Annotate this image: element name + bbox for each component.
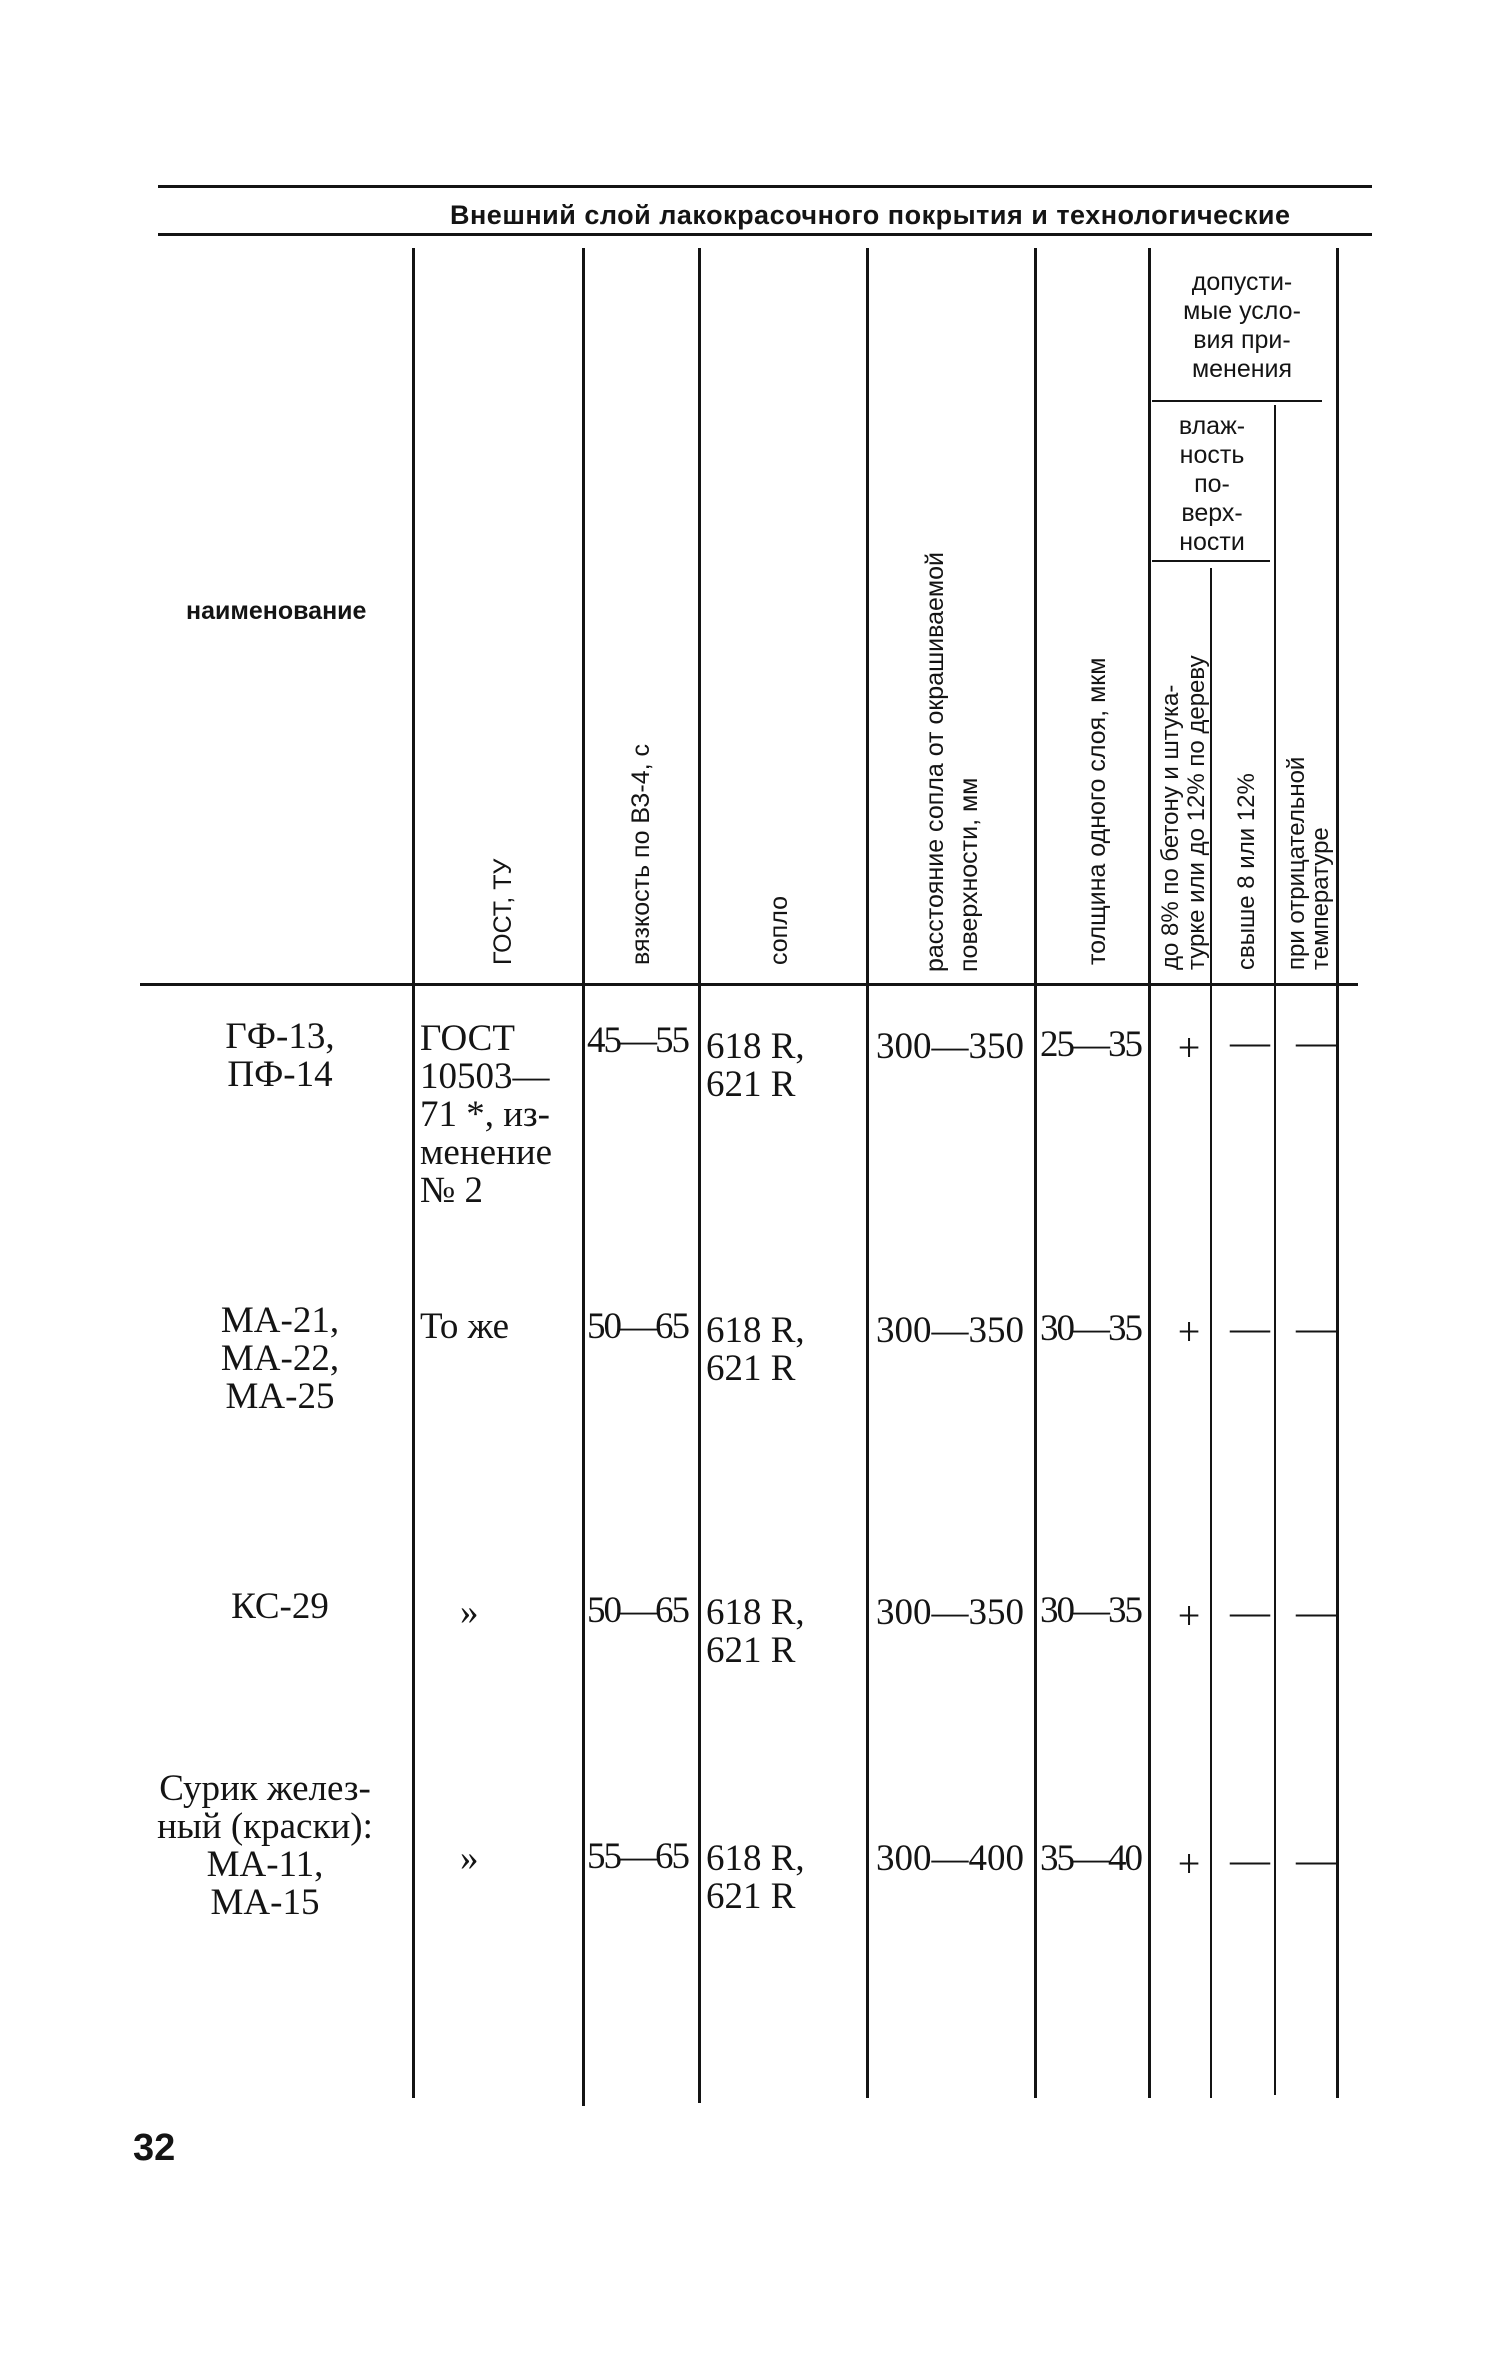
row-2-distance: 300—350 bbox=[876, 1310, 1024, 1351]
header-distance-line1: расстояние сопла от окрашиваемой bbox=[921, 552, 949, 972]
header-negative-temp-line2: температуре bbox=[1307, 827, 1334, 970]
header-humidity-high: свыше 8 или 12% bbox=[1233, 773, 1260, 970]
row-1-humidity-high: — bbox=[1230, 1019, 1270, 1064]
col-line-2 bbox=[582, 248, 585, 2106]
row-4-nozzle: 618 R, 621 R bbox=[706, 1838, 805, 1917]
row-4-name: Сурик желез- ный (краски): МА-11, МА-15 bbox=[157, 1768, 373, 1923]
row-2-thickness: 30—35 bbox=[1040, 1308, 1141, 1349]
header-negative-temp-line1: при отрицательной bbox=[1283, 756, 1310, 970]
row-3-name: КС-29 bbox=[231, 1586, 329, 1627]
page-number: 32 bbox=[133, 2127, 176, 2169]
row-2-name: МА-21, МА-22, МА-25 bbox=[220, 1300, 340, 1417]
row-2-humidity-low: + bbox=[1177, 1309, 1201, 1354]
row-1-humidity-low: + bbox=[1177, 1025, 1201, 1070]
row-3-negative-temp: — bbox=[1296, 1589, 1336, 1634]
row-3-thickness: 30—35 bbox=[1040, 1590, 1141, 1631]
row-1-viscosity: 45—55 bbox=[587, 1020, 688, 1061]
row-2-nozzle: 618 R, 621 R bbox=[706, 1310, 805, 1389]
row-4-humidity-low: + bbox=[1177, 1841, 1201, 1886]
row-4-distance: 300—400 bbox=[876, 1838, 1024, 1879]
table-caption: Внешний слой лакокрасочного покрытия и технологические bbox=[450, 200, 1291, 230]
col-line-1 bbox=[412, 248, 415, 2098]
row-1-negative-temp: — bbox=[1296, 1019, 1336, 1064]
row-3-humidity-high: — bbox=[1230, 1589, 1270, 1634]
row-4-gost: » bbox=[460, 1838, 479, 1879]
row-2-humidity-high: — bbox=[1230, 1305, 1270, 1350]
row-3-humidity-low: + bbox=[1177, 1593, 1201, 1638]
header-humidity: влаж- ность по- верх- ности bbox=[1178, 412, 1246, 556]
row-1-distance: 300—350 bbox=[876, 1026, 1024, 1067]
conditions-rule bbox=[1152, 400, 1322, 402]
row-2-viscosity: 50—65 bbox=[587, 1306, 688, 1347]
header-humidity-low-line2: турке или до 12% по дереву bbox=[1183, 655, 1210, 970]
row-2-negative-temp: — bbox=[1296, 1305, 1336, 1350]
col-line-3 bbox=[698, 248, 701, 2103]
col-line-6 bbox=[1148, 248, 1151, 2098]
row-4-viscosity: 55—65 bbox=[587, 1836, 688, 1877]
header-viscosity: вязкость по ВЗ-4, с bbox=[627, 744, 655, 965]
row-1-nozzle: 618 R, 621 R bbox=[706, 1026, 805, 1105]
col-line-9 bbox=[1336, 248, 1339, 2098]
col-line-8 bbox=[1274, 405, 1276, 2095]
row-4-negative-temp: — bbox=[1296, 1837, 1336, 1882]
row-4-humidity-high: — bbox=[1230, 1837, 1270, 1882]
header-name: наименование bbox=[186, 597, 367, 625]
humidity-rule bbox=[1152, 560, 1270, 562]
row-1-gost: ГОСТ 10503— 71 *, из- менение № 2 bbox=[420, 1018, 553, 1211]
header-bottom-rule bbox=[140, 983, 1358, 986]
row-3-viscosity: 50—65 bbox=[587, 1590, 688, 1631]
row-3-nozzle: 618 R, 621 R bbox=[706, 1592, 805, 1671]
row-1-thickness: 25—35 bbox=[1040, 1024, 1141, 1065]
row-2-gost: То же bbox=[420, 1306, 510, 1347]
header-humidity-low-line1: до 8% по бетону и штука- bbox=[1157, 684, 1184, 970]
top-rule-1 bbox=[158, 185, 1372, 188]
header-distance-line2: поверхности, мм bbox=[955, 777, 983, 972]
header-conditions: допусти- мые усло- вия при- менения bbox=[1183, 268, 1301, 383]
header-gost: ГОСТ, ТУ bbox=[489, 858, 517, 965]
header-nozzle: сопло bbox=[765, 896, 793, 965]
header-thickness: толщина одного слоя, мкм bbox=[1083, 657, 1111, 965]
row-4-thickness: 35—40 bbox=[1040, 1838, 1141, 1879]
top-rule-2 bbox=[158, 233, 1372, 236]
row-3-distance: 300—350 bbox=[876, 1592, 1024, 1633]
row-1-name: ГФ-13, ПФ-14 bbox=[225, 1016, 335, 1095]
row-3-gost: » bbox=[460, 1592, 479, 1633]
col-line-4 bbox=[866, 248, 869, 2098]
col-line-5 bbox=[1034, 248, 1037, 2098]
